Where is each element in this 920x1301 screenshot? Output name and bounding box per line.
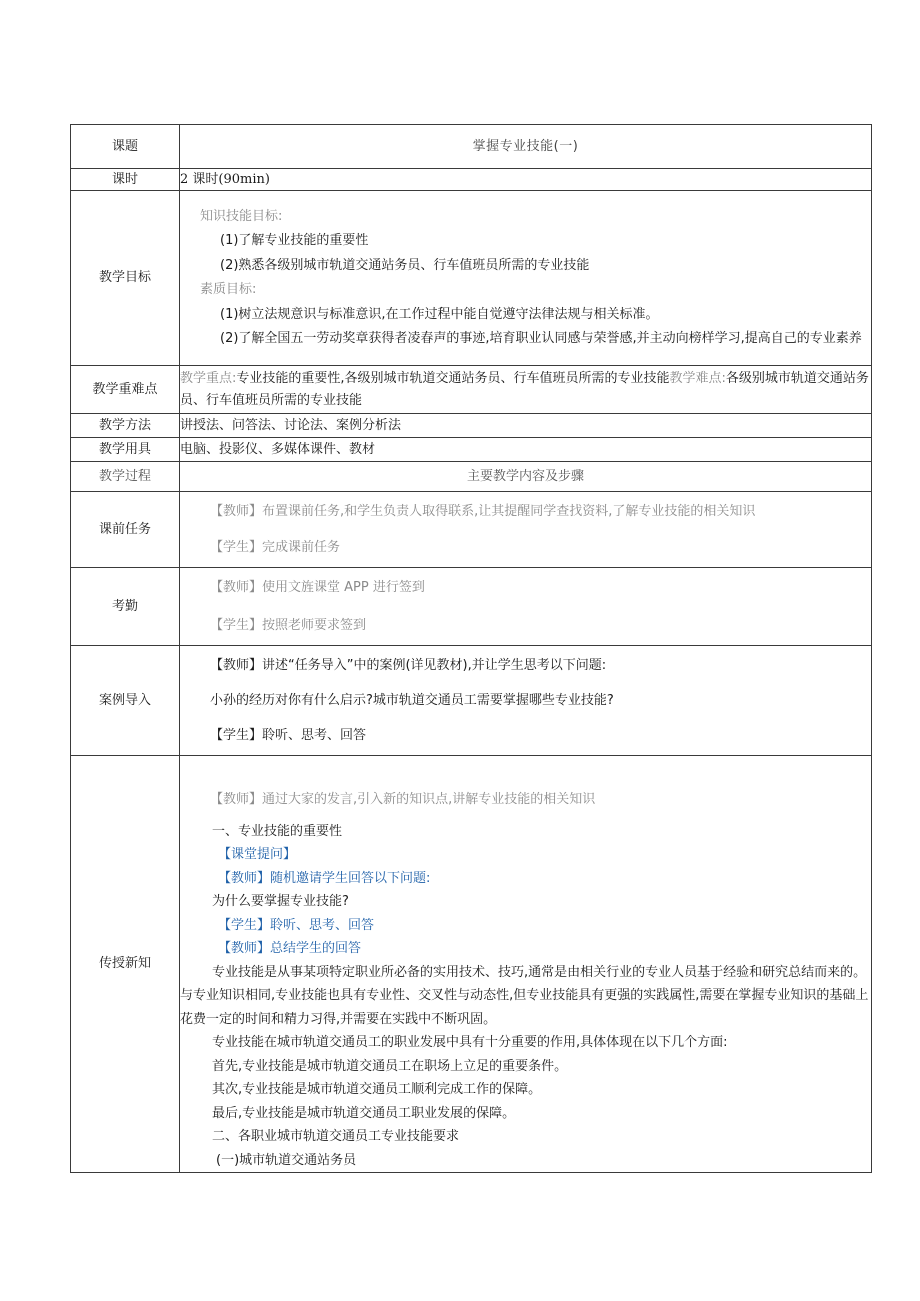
nk-teacher-summary: 【教师】总结学生的回答 [218,941,362,956]
pre-task-label: 课前任务 [71,492,180,568]
process-header-right: 主要教学内容及步骤 [180,462,872,492]
hours-row [71,169,872,191]
attendance-label: 考勤 [71,568,180,646]
topic-label: 课题 [71,125,180,169]
nk-class-question: 【课堂提问】 [218,847,297,862]
case-intro-content [180,646,872,756]
new-knowledge-content [180,756,872,1173]
case-teacher: 【教师】讲述“任务导入”中的案例(详见教材),并让学生思考以下问题: [210,657,607,673]
pre-task-row [71,492,872,568]
goals-label: 教学目标 [71,191,180,366]
attendance-row [71,568,872,646]
nk-paragraph-1: 专业技能是从事某项特定职业所必备的实用技术、技巧,通常是由相关行业的专业人员基于经验和研究总结而来的。与专业知识相同,专业技能也具有专业性、交叉性与动态性,但专业技能具有更强的实践属性,需要在掌握专业知识的基础上花费一定的时间和精力习得,并需要在实践中不断巩固。 [180,964,869,1027]
topic-title: 掌握专业技能(一) [180,125,872,169]
knowledge-title: 知识技能目标: [200,208,283,224]
case-question: 小孙的经历对你有什么启示?城市轨道交通员工需要掌握哪些专业技能? [210,692,614,708]
process-header-left: 教学过程 [71,462,180,492]
difficulty-text: 各级别城市轨道交通站务员、行车值班员所需的专业技能 [180,370,869,408]
focus-tag: 教学重点: [180,370,237,386]
case-student: 【学生】聆听、思考、回答 [210,727,367,743]
new-knowledge-label: 传授新知 [71,756,180,1173]
process-header-row [71,462,872,492]
nk-student-answer: 【学生】聆听、思考、回答 [218,917,375,933]
tools-label: 教学用具 [71,438,180,462]
attendance-content [180,568,872,646]
nk-sub-1: (一)城市轨道交通站务员 [216,1152,357,1168]
hours-label: 课时 [71,169,180,191]
case-intro-label: 案例导入 [71,646,180,756]
hours-value: 2 课时(90min) [180,169,872,191]
difficulty-tag: 教学难点: [669,370,726,386]
goals-row [71,191,872,366]
tools-row [71,438,872,462]
knowledge-item-2: (2)熟悉各级别城市轨道交通站务员、行车值班员所需的专业技能 [220,257,590,273]
quality-item-1: (1)树立法规意识与标准意识,在工作过程中能自觉遵守法律法规与相关标准。 [220,306,659,322]
keypoints-label: 教学重难点 [71,366,180,414]
pre-task-content [180,492,872,568]
nk-point-2: 其次,专业技能是城市轨道交通员工顺利完成工作的保障。 [212,1082,542,1097]
tools-value: 电脑、投影仪、多媒体课件、教材 [180,438,872,462]
lesson-plan-page [70,124,871,1173]
quality-item-2: (2)了解全国五一劳动奖章获得者凌春声的事迹,培育职业认同感与荣誉感,并主动向榜样学习,提高自己的专业素养 [220,331,862,346]
goals-content [180,191,872,366]
nk-point-3: 最后,专业技能是城市轨道交通员工职业发展的保障。 [212,1105,516,1121]
keypoints-row [71,366,872,414]
attendance-student: 【学生】按照老师要求签到 [210,617,367,633]
nk-teacher-invite: 【教师】随机邀请学生回答以下问题: [218,870,431,886]
case-intro-row [71,646,872,756]
nk-question: 为什么要掌握专业技能? [212,894,349,909]
knowledge-item-1: (1)了解专业技能的重要性 [220,233,369,248]
focus-text: 专业技能的重要性,各级别城市轨道交通站务员、行车值班员所需的专业技能 [236,370,670,386]
pre-task-teacher: 【教师】布置课前任务,和学生负责人取得联系,让其提醒同学查找资料,了解专业技能的相关知识 [210,503,756,519]
method-value: 讲授法、问答法、讨论法、案例分析法 [180,414,872,438]
method-label: 教学方法 [71,414,180,438]
lesson-plan-table [70,124,872,1173]
nk-teacher-intro: 【教师】通过大家的发言,引入新的知识点,讲解专业技能的相关知识 [210,792,596,807]
attendance-teacher: 【教师】使用文旌课堂 APP 进行签到 [210,579,425,595]
nk-point-1: 首先,专业技能是城市轨道交通员工在职场上立足的重要条件。 [212,1058,568,1074]
nk-section-1: 一、专业技能的重要性 [212,823,343,839]
method-row [71,414,872,438]
pre-task-student: 【学生】完成课前任务 [210,539,341,555]
new-knowledge-row [71,756,872,1173]
topic-row [71,125,872,169]
nk-section-2: 二、各职业城市轨道交通员工专业技能要求 [212,1129,460,1144]
keypoints-content [180,366,872,414]
nk-paragraph-2: 专业技能在城市轨道交通员工的职业发展中具有十分重要的作用,具体体现在以下几个方面: [212,1035,728,1050]
quality-title: 素质目标: [200,282,257,297]
